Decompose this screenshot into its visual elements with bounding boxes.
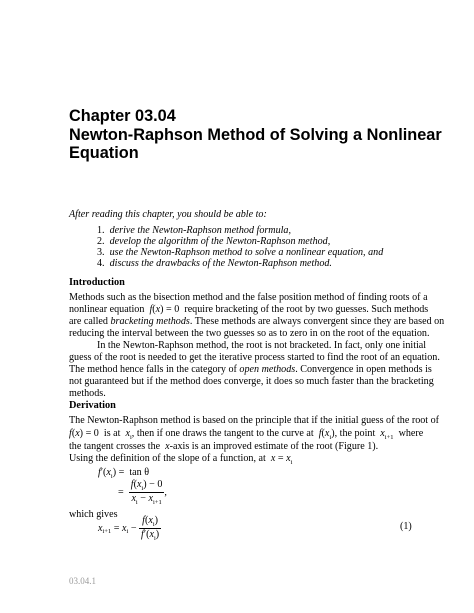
objective-item: 4. discuss the drawbacks of the Newton-Raphson method. xyxy=(97,258,332,269)
intro-p2-line-2: guess of the root is needed to get the iterative process started to find the root of an equation. xyxy=(69,352,440,363)
intro-p2-line-5: methods. xyxy=(69,388,106,399)
intro-p1-line-1: Methods such as the bisection method and the false position method of finding roots of a xyxy=(69,292,428,303)
intro-p1-line-4: reducing the interval between the two guesses so as to zero in on the root of the equation. xyxy=(69,328,430,339)
derivation-line-1: The Newton-Raphson method is based on the principle that if the initial guess of the root of xyxy=(69,415,440,426)
derivation-heading: Derivation xyxy=(69,400,116,411)
intro-p2-line-1: In the Newton-Raphson method, the root is not bracketed. In fact, only one initial xyxy=(97,340,427,351)
newton-raphson-formula: $x_{i+1} = x_i$ − $\frac{f(x_i)}{f'(x_i)}$ xyxy=(98,515,160,542)
newton-raphson-fraction: $\frac{f(x_i)}{f'(x_i)}$ xyxy=(141,515,160,542)
equation-f-of-x-eq-zero: f(x) = 0 xyxy=(149,304,180,315)
which-gives-text: which gives xyxy=(69,509,118,520)
derivation-line-4: Using the definition of the slope of a function, at $x = x_i$ xyxy=(69,453,293,466)
objectives-intro: After reading this chapter, you should be able to: xyxy=(69,209,267,220)
objective-item: 1. derive the Newton-Raphson method formula, xyxy=(97,225,292,236)
objective-item: 2. develop the algorithm of the Newton-Raphson method, xyxy=(97,236,331,247)
slope-equation-line-2: = $\frac{f(x_i) - 0}{x_i - x_{i+1}}$ , xyxy=(118,479,167,506)
intro-p1-line-2: nonlinear equation f(x) = 0 require bracketing of the root by two guesses. Such methods xyxy=(69,304,429,315)
intro-p1-line-3: are called bracketing methods. These methods are always convergent since they are based on xyxy=(69,316,445,327)
page-number: 03.04.1 xyxy=(69,576,96,586)
derivation-line-3: the tangent crosses the x-axis is an improved estimate of the root (Figure 1). xyxy=(69,441,379,452)
chapter-title-line-2: Equation xyxy=(69,144,139,162)
equation-number: (1) xyxy=(400,521,412,532)
intro-p2-line-4: not guaranteed but if the method does converge, it does so much faster than the bracketing xyxy=(69,376,434,387)
intro-p2-line-3: The method hence falls in the category of open methods. Convergence in open methods is xyxy=(69,364,432,375)
chapter-title-line-1: Newton-Raphson Method of Solving a Nonlinear xyxy=(69,126,442,144)
chapter-number: Chapter 03.04 xyxy=(69,107,176,125)
introduction-heading: Introduction xyxy=(69,277,125,288)
slope-fraction: $\frac{f(x_i) - 0}{x_i - x_{i+1}}$ xyxy=(130,479,163,506)
objective-item: 3. use the Newton-Raphson method to solve a nonlinear equation, and xyxy=(97,247,384,258)
derivation-line-2: f(x) = 0 is at $x_i$, then if one draws the tangent to the curve at $f(x_i)$, the point $x_{i+1}$ where xyxy=(69,428,424,441)
slope-equation-line-1: $f'(x_i) = \tan \theta$ xyxy=(98,467,150,480)
